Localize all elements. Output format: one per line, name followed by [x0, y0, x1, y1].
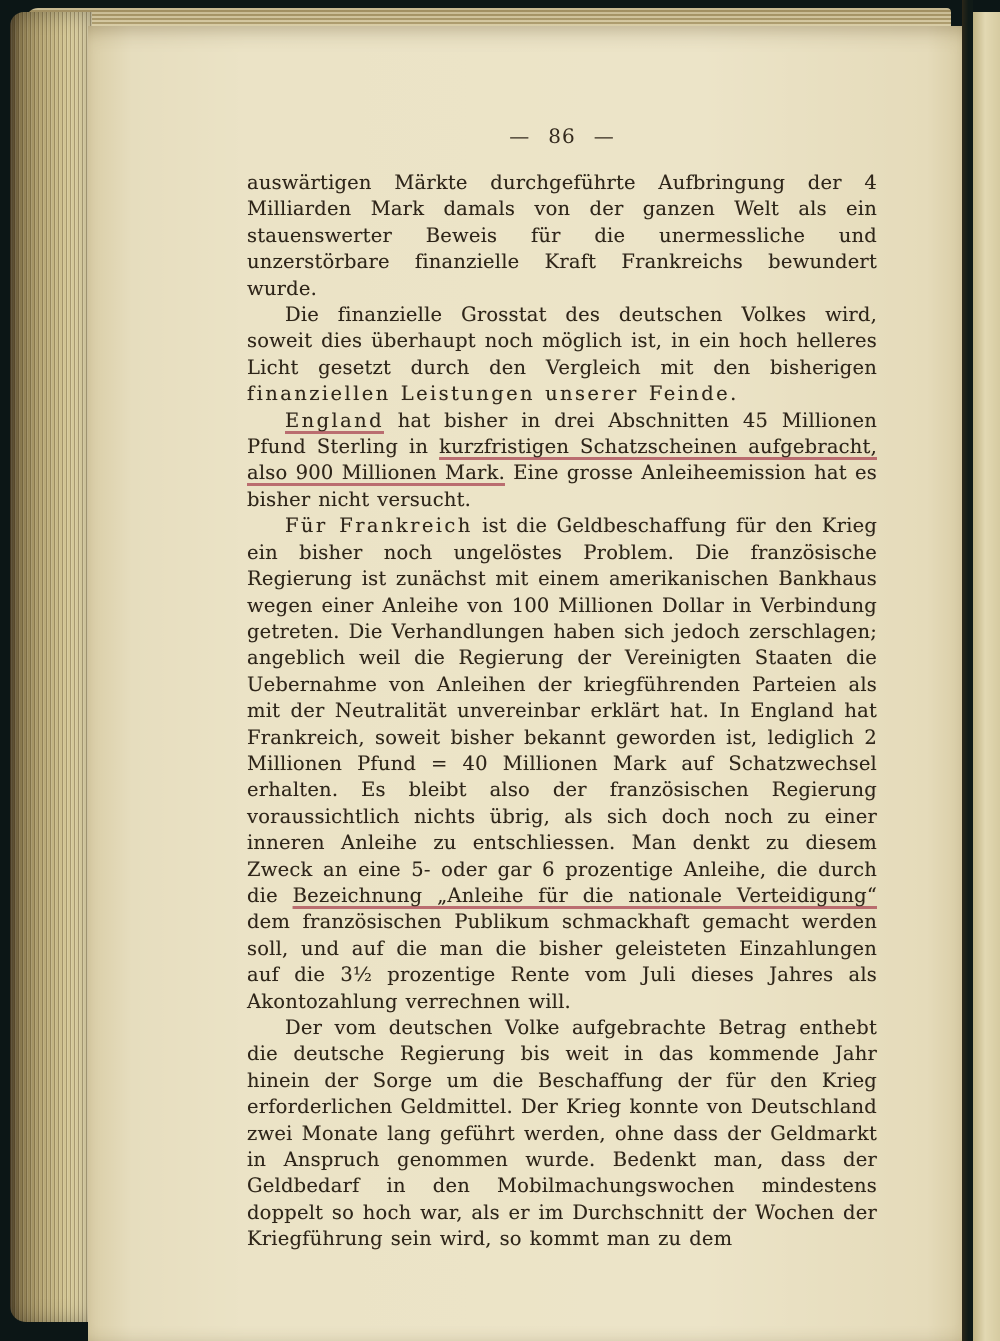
text-segment: Der vom deutschen Volke aufgebrachte Betrag enthebt die deutsche Regierung bis weit in das kommende Jahr hinein der Sorge um die Beschaffung der für den Krieg erforderlichen Geldmittel. Der Krieg konnte von Deutschland zwei Monate lang geführt werden, ohne dass der Geldmarkt in Anspruch genommen wurde. Bedenkt man, dass der Geldbedarf in den Mobilmachungswochen mindestens doppelt so hoch war, als er im Durchschnitt der Wochen der Kriegführung sein wird, so kommt man zu dem: [247, 1016, 877, 1251]
text-segment: ist die Geldbeschaffung für den Krieg ein bisher noch ungelöstes Problem. Die französische Regierung ist zunächst mit einem amerikanischen Bankhaus wegen einer Anleihe von 100 Millionen Dollar in Verbindung getreten. Die Verhandlungen haben sich jedoch zerschlagen; angeblich weil die Regierung der Vereinigten Staaten die Uebernahme von Anleihen der kriegführenden Parteien als mit der Neutralität unvereinbar erklärt hat. In England hat Frankreich, soweit bisher bekannt geworden ist, lediglich 2 Millionen Pfund = 40 Millionen Mark auf Schatzwechsel erhalten. Es bleibt also der französischen Regierung voraussichtlich nichts übrig, als sich doch noch zu einer inneren Anleihe zu entschliessen. Man denkt zu diesem Zweck an eine 5- oder gar 6 prozentige Anleihe, die durch die: [247, 514, 878, 907]
book-left-page-stack: [10, 12, 92, 1322]
underlined-text-segment: Bezeichnung „Anleihe für die nationale Verteidigung“: [292, 883, 877, 907]
text-segment: hat bisher in drei Abschnitten 45 Millionen Pfund Sterling in: [247, 408, 877, 459]
text-block: [247, 170, 877, 1253]
text-segment: Die finanzielle Grosstat des deutschen Volkes wird, soweit dies überhaupt noch möglich ist, in ein hoch helleres Licht gesetzt durch den Vergleich mit den bisherigen: [247, 303, 877, 379]
paragraph: [247, 1015, 877, 1253]
text-segment: dem französischen Publikum schmackhaft gemacht werden soll, und auf die man die bisher geleisteten Einzahlungen auf die 3½ prozentige Rente vom Juli dieses Jahres als Akontozahlung verrechnen will.: [247, 910, 877, 1013]
page-gutter-shadow: [962, 0, 973, 1341]
page-number-value: 86: [548, 124, 576, 148]
text-segment: Eine grosse Anleiheemission hat es bisher nicht versucht.: [247, 461, 877, 511]
paragraph: [247, 302, 877, 408]
text-segment: Für Frankreich: [285, 514, 473, 538]
text-segment: .: [730, 382, 737, 406]
paragraph: [247, 513, 877, 1015]
text-segment: finanziellen Leistungen unserer Feinde: [247, 382, 731, 406]
adjacent-page-edge: [973, 12, 1000, 1341]
page-number-dash-right: —: [593, 124, 615, 148]
underlined-text-segment: England: [285, 408, 384, 432]
paragraph: [247, 170, 877, 302]
underlined-text-segment: kurzfristigen Schatzscheinen aufgebracht, also 900 Millionen Mark.: [247, 435, 877, 485]
page-number-dash-left: —: [509, 124, 531, 148]
text-segment: auswärtigen Märkte durchgeführte Aufbringung der 4 Milliarden Mark damals von der ganzen Welt als ein stauenswerter Beweis für die unermessliche und unzerstörbare finanzielle Kraft Frankreichs bewundert wurde.: [247, 171, 877, 300]
page-number: [247, 124, 877, 148]
paragraph: [247, 408, 877, 514]
